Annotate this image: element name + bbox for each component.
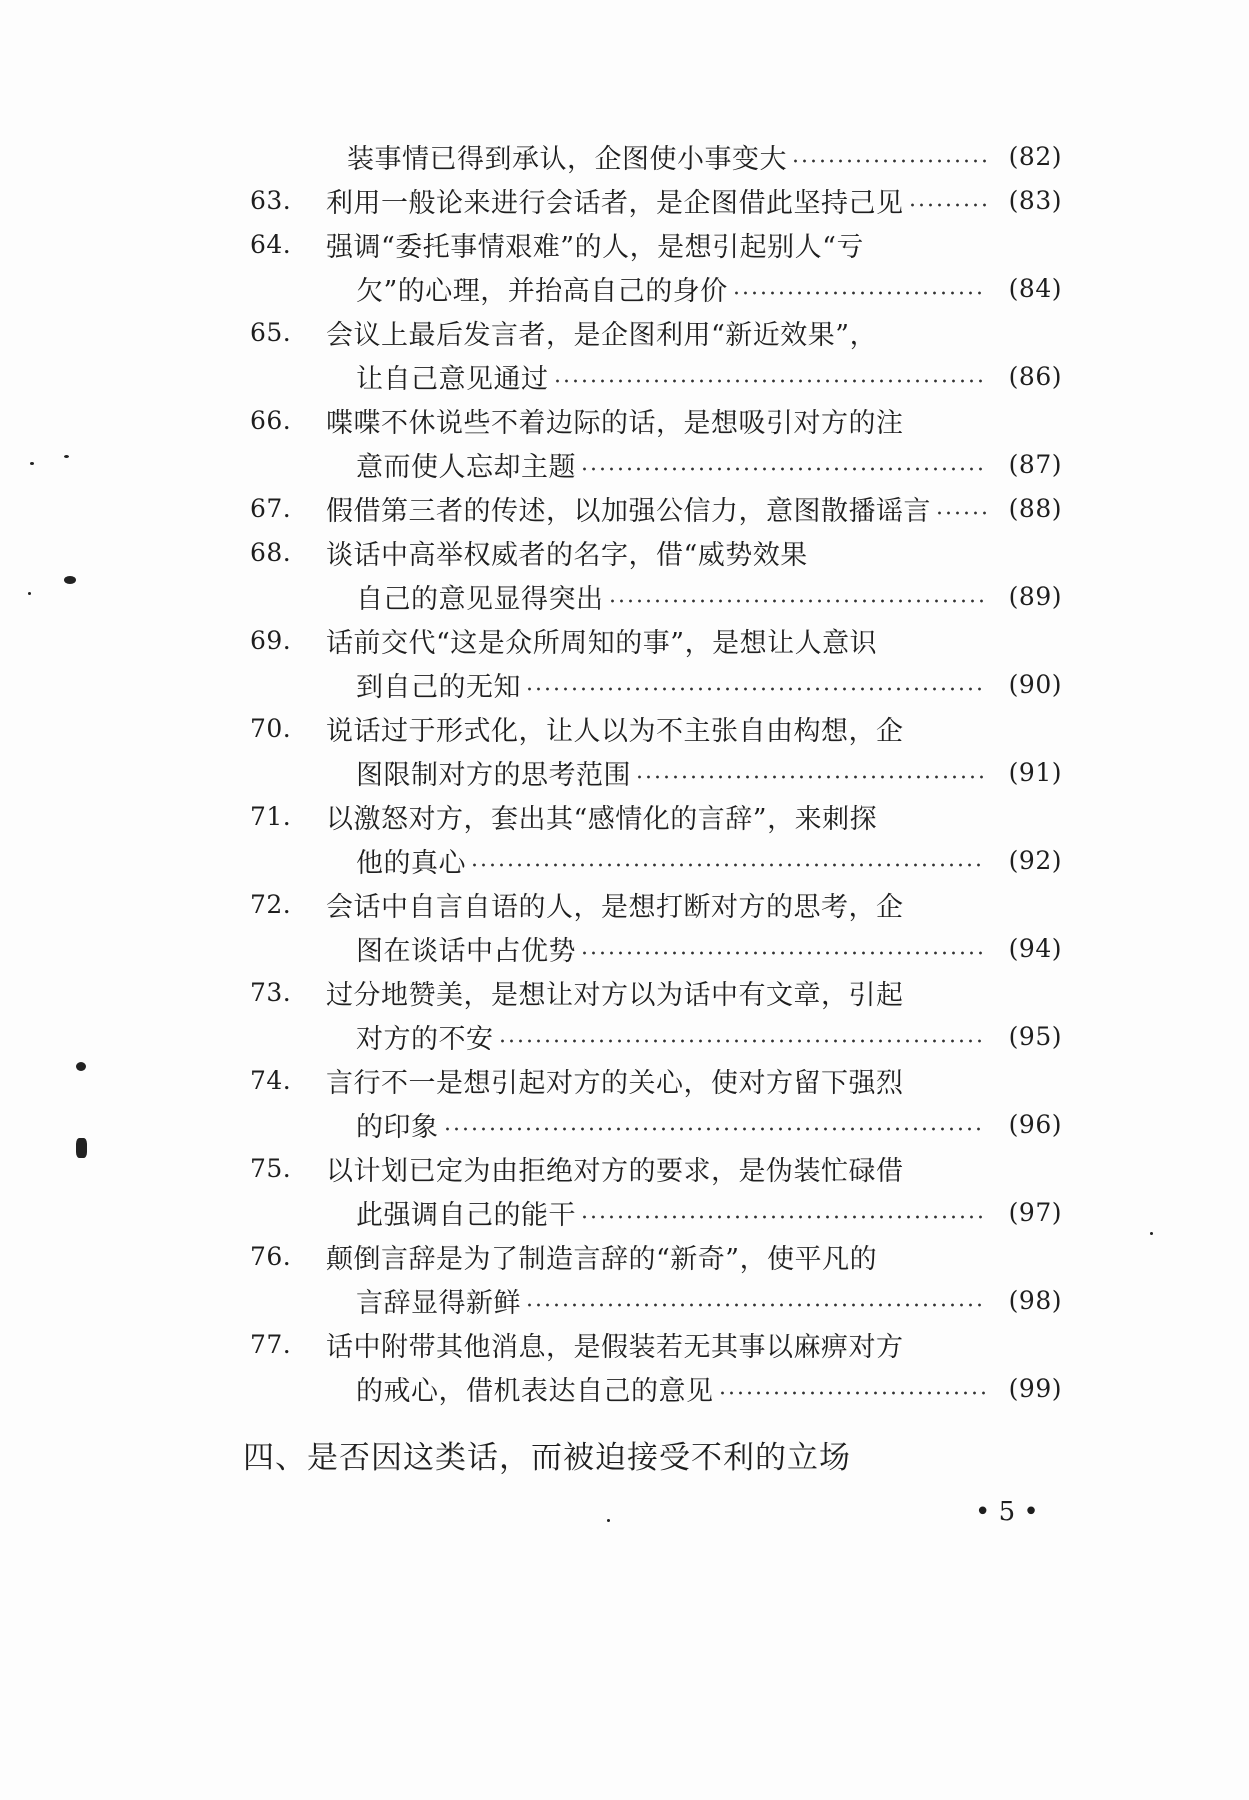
toc-line (250, 1146, 1062, 1190)
toc-entry-number: 73. (250, 977, 292, 1007)
toc-line (250, 354, 1062, 398)
toc-entry-text: 他的真心 (356, 847, 466, 879)
toc-entry-text: 意而使人忘却主题 (356, 451, 576, 483)
toc-page-ref: (97) (1008, 1197, 1062, 1227)
dot-leader (553, 376, 987, 386)
toc-page-ref: (96) (1008, 1109, 1062, 1139)
toc-line (250, 574, 1062, 618)
table-of-contents (250, 134, 1062, 1410)
scan-speck (28, 592, 31, 595)
toc-entry-number: 63. (250, 185, 292, 215)
toc-line (250, 398, 1062, 442)
toc-page-ref: (91) (1008, 757, 1062, 787)
toc-entry-text: 强调“委托事情艰难”的人，是想引起别人“亏 (326, 231, 864, 263)
toc-line (250, 134, 1062, 178)
toc-entry-text: 喋喋不休说些不着边际的话，是想吸引对方的注 (326, 407, 904, 439)
toc-entry-text: 图在谈话中占优势 (356, 935, 576, 967)
scan-speck (64, 455, 69, 458)
toc-entry-text: 的戒心，借机表达自己的意见 (356, 1375, 714, 1407)
toc-entry-number: 64. (250, 229, 292, 259)
toc-entry-number: 72. (250, 889, 292, 919)
toc-page-ref: (88) (1008, 493, 1062, 523)
toc-entry-text: 言行不一是想引起对方的关心，使对方留下强烈 (326, 1067, 904, 1099)
toc-line (250, 1102, 1062, 1146)
toc-entry-text: 以激怒对方，套出其“感情化的言辞”，来刺探 (326, 803, 878, 835)
toc-line (250, 926, 1062, 970)
page-number: • 5 • (975, 1497, 1039, 1527)
toc-page-ref: (83) (1008, 185, 1062, 215)
toc-entry-text: 谈话中高举权威者的名字，借“威势效果 (326, 539, 808, 571)
toc-page-ref: (99) (1008, 1373, 1062, 1403)
toc-line (250, 1278, 1062, 1322)
toc-page-ref: (89) (1008, 581, 1062, 611)
toc-page-ref: (90) (1008, 669, 1062, 699)
toc-line (250, 530, 1062, 574)
toc-line (250, 222, 1062, 266)
toc-line (250, 1322, 1062, 1366)
toc-entry-number: 71. (250, 801, 292, 831)
toc-entry-number: 75. (250, 1153, 292, 1183)
dot-leader (443, 1124, 987, 1134)
toc-entry-text: 图限制对方的思考范围 (356, 759, 631, 791)
toc-entry-text: 假借第三者的传述，以加强公信力，意图散播谣言 (326, 495, 931, 527)
toc-entry-text: 让自己意见通过 (356, 363, 549, 395)
toc-line (250, 618, 1062, 662)
toc-line (250, 706, 1062, 750)
scan-speck (1150, 1232, 1153, 1235)
toc-entry-text: 颠倒言辞是为了制造言辞的“新奇”，使平凡的 (326, 1243, 878, 1275)
toc-line (250, 1058, 1062, 1102)
toc-entry-text: 自己的意见显得突出 (356, 583, 604, 615)
dot-leader (935, 508, 986, 518)
toc-line (250, 970, 1062, 1014)
toc-page-ref: (98) (1008, 1285, 1062, 1315)
toc-entry-text: 利用一般论来进行会话者，是企图借此坚持己见 (326, 187, 904, 219)
toc-entry-text: 话前交代“这是众所周知的事”，是想让人意识 (326, 627, 878, 659)
dot-leader (525, 684, 986, 694)
scan-speck (76, 1138, 87, 1158)
toc-line (250, 1366, 1062, 1410)
toc-entry-text: 以计划已定为由拒绝对方的要求，是伪装忙碌借 (326, 1155, 904, 1187)
toc-line (250, 486, 1062, 530)
dot-leader (525, 1300, 986, 1310)
toc-entry-number: 76. (250, 1241, 292, 1271)
toc-entry-text: 的印象 (356, 1111, 439, 1143)
toc-entry-number: 66. (250, 405, 292, 435)
toc-entry-number: 67. (250, 493, 292, 523)
scan-speck (30, 462, 34, 465)
dot-leader (470, 860, 986, 870)
toc-entry-text: 装事情已得到承认，企图使小事变大 (347, 143, 787, 175)
toc-entry-number: 77. (250, 1329, 292, 1359)
scan-speck (64, 576, 76, 584)
dot-leader (635, 772, 986, 782)
toc-page-ref: (87) (1008, 449, 1062, 479)
scan-speck (607, 1519, 610, 1522)
toc-line (250, 310, 1062, 354)
toc-page-ref: (82) (1008, 141, 1062, 171)
toc-entry-text: 到自己的无知 (356, 671, 521, 703)
toc-line (250, 838, 1062, 882)
toc-line (250, 1014, 1062, 1058)
toc-line (250, 178, 1062, 222)
toc-entry-text: 说话过于形式化，让人以为不主张自由构想，企 (326, 715, 904, 747)
toc-line (250, 662, 1062, 706)
toc-line (250, 1234, 1062, 1278)
toc-entry-text: 话中附带其他消息，是假装若无其事以麻痹对方 (326, 1331, 904, 1363)
toc-entry-text: 言辞显得新鲜 (356, 1287, 521, 1319)
toc-entry-text: 欠”的心理，并抬高自己的身价 (356, 275, 728, 307)
dot-leader (498, 1036, 987, 1046)
scan-speck (76, 1062, 86, 1071)
dot-leader (908, 200, 987, 210)
toc-page-ref: (95) (1008, 1021, 1062, 1051)
toc-line (250, 794, 1062, 838)
dot-leader (732, 288, 986, 298)
dot-leader (608, 596, 987, 606)
toc-line (250, 750, 1062, 794)
toc-entry-number: 68. (250, 537, 292, 567)
dot-leader (580, 948, 986, 958)
dot-leader (580, 464, 986, 474)
toc-entry-text: 会话中自言自语的人，是想打断对方的思考，企 (326, 891, 904, 923)
toc-entry-text: 过分地赞美，是想让对方以为话中有文章，引起 (326, 979, 904, 1011)
toc-page-ref: (84) (1008, 273, 1062, 303)
toc-entry-number: 65. (250, 317, 292, 347)
section-heading: 四、是否因这类话，而被迫接受不利的立场 (243, 1440, 851, 1476)
dot-leader (718, 1388, 987, 1398)
toc-entry-text: 此强调自己的能干 (356, 1199, 576, 1231)
toc-entry-number: 74. (250, 1065, 292, 1095)
toc-page-ref: (92) (1008, 845, 1062, 875)
toc-entry-text: 会议上最后发言者，是企图利用“新近效果”， (326, 319, 878, 351)
toc-line (250, 882, 1062, 926)
toc-line (250, 1190, 1062, 1234)
toc-page-ref: (94) (1008, 933, 1062, 963)
toc-entry-text: 对方的不安 (356, 1023, 494, 1055)
toc-entry-number: 70. (250, 713, 292, 743)
toc-entry-number: 69. (250, 625, 292, 655)
toc-page-ref: (86) (1008, 361, 1062, 391)
toc-line (250, 442, 1062, 486)
toc-line (250, 266, 1062, 310)
dot-leader (580, 1212, 986, 1222)
dot-leader (791, 156, 986, 166)
